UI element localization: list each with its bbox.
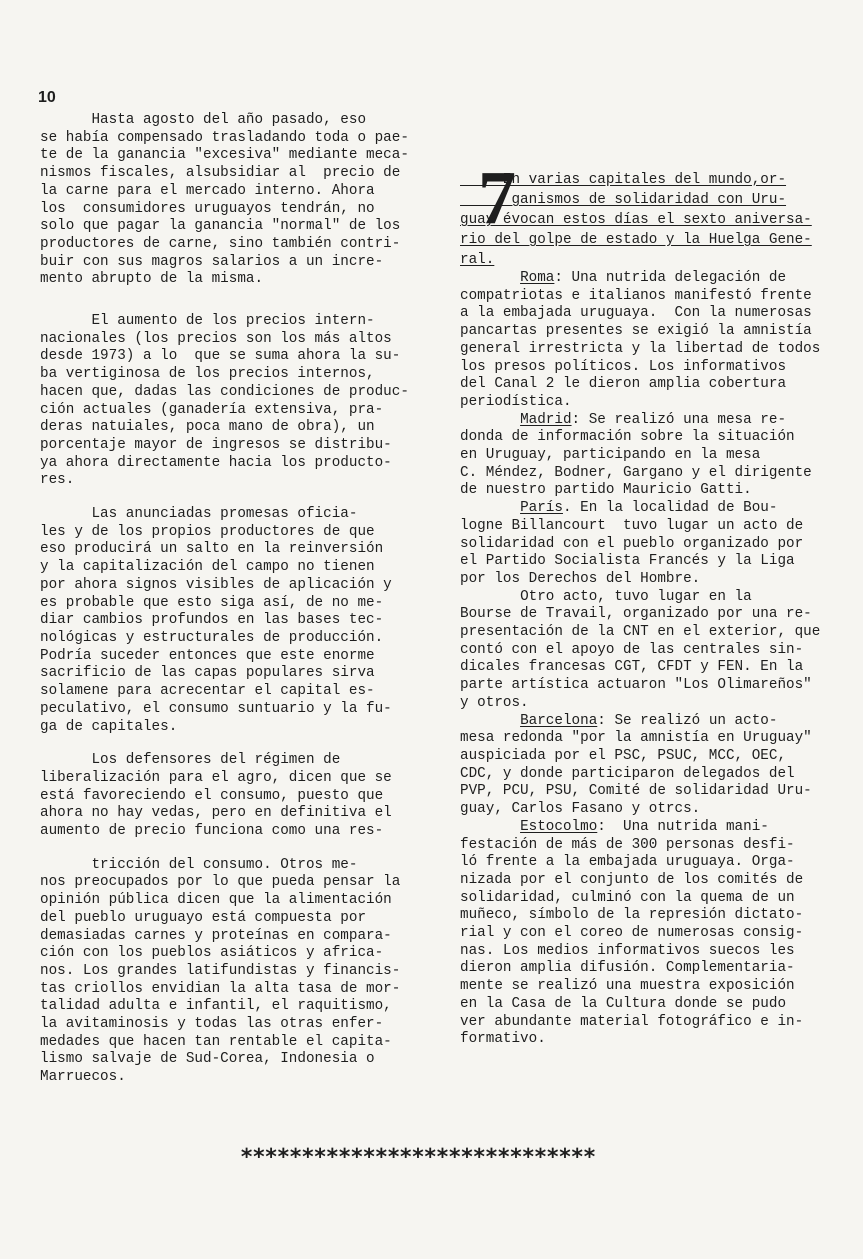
left-paragraph-5: tricción del consumo. Otros me- nos preocupados por lo que pueda pensar la opinión pública dicen que la alimentación del pueblo uruguayo está compuesta por demasiadas carnes y proteínas en compara- ción con los pueblos asiáticos y africa- nos. Los grandes latifundistas y financis- tas criollos envidian la alta tasa de mor- talidad adulta e infantil, el raquitismo, la avitaminosis y todas las otras enfer- medades que hacen tan rentable el capita- lismo salvaje de Sud-Corea, Indonesia o Marruecos. (40, 856, 401, 1086)
right-paragraphs (460, 270, 820, 1049)
city-label: Barcelona (520, 712, 598, 729)
right-paragraph: París. En la localidad de Bou- logne Billancourt tuvo lugar un acto de solidaridad con el pueblo organizado por el Partido Socialista Francés y la Liga por los Derechos del Hombre. (460, 500, 804, 587)
right-paragraph: Estocolmo: Una nutrida mani- festación de más de 300 personas desfi- ló frente a la embajada uruguaya. Orga- nizada por el conjunto de los comités de solidaridad, culminó con la quema de un muñeco, símbolo de la represión dictato- rial y con el coreo de numerosas consig- nas. Los medios informativos suecos les dieron amplia difusión. Complementaria- mente se realizó una muestra exposición en la Casa de la Cultura donde se pudo ver abundante material fotográfico e in- formativo. (460, 818, 804, 1048)
left-paragraph-4: Los defensores del régimen de liberalización para el agro, dicen que se está favoreciendo el consumo, puesto que ahora no hay vedas, pero en definitiva el aumento de precio funciona como una res- (40, 752, 392, 840)
right-paragraph: Barcelona: Se realizó un acto- mesa redonda "por la amnistía en Uruguay" auspiciada por el PSC, PSUC, MCC, OEC, CDC, y donde participaron delegados del PVP, PCU, PSU, Comité de solidaridad Uru- guay, Carlos Fasano y otrcs. (460, 712, 812, 818)
right-paragraph: Madrid: Se realizó una mesa re- donda de información sobre la situación en Uruguay, participando en la mesa C. Méndez, Bodner, Gargano y el dirigente de nuestro partido Mauricio Gatti. (460, 411, 812, 499)
city-label: Madrid (520, 411, 572, 428)
right-column (460, 170, 820, 1049)
left-paragraph-1: Hasta agosto del año pasado, eso se había compensado trasladando toda o pae- te de la ganancia "excesiva" mediante meca- nismos fiscales, alsubsidiar al precio de la carne para el mercado interno. Ahora los consumidores uruguayos tendrán, no solo que pagar la ganancia "normal" de los productores de carne, sino también contri- buir con sus magros salarios a un incre- mento abrupto de la misma. (40, 112, 409, 288)
right-paragraph: Otro acto, tuvo lugar en la Bourse de Travail, organizado por una re- presentación de la CNT en el exterior, que contó con el apoyo de las centrales sin- dicales francesas CGT, CFDT y FEN. En la parte artística actuaron "Los Olimareños" y otros. (460, 588, 821, 711)
big-numeral: 7 (478, 156, 516, 240)
right-paragraph: Roma: Una nutrida delegación de compatriotas e italianos manifestó frente a la embajada uruguaya. Con la numerosas pancartas presentes se exigió la amnistía general irrestricta y la libertad de todos los presos políticos. Los informativos del Canal 2 le dieron amplia cobertura periodística. (460, 270, 821, 410)
city-label: Roma (520, 270, 555, 286)
city-label: París (520, 500, 563, 517)
page-number: 10 (38, 89, 56, 106)
right-headline: En varias capitales del mundo,or- ganismos de solidaridad con Uru- guay évocan estos días el sexto aniversa- rio del golpe de estado y la Huelga Gene- ral. (460, 172, 812, 268)
left-paragraph-3: Las anunciadas promesas oficia- les y de los propios productores de que eso producirá un salto en la reinversión y la capitalización del campo no tienen por ahora signos visibles de aplicación y es probable que esto siga así, de no me- diar cambios profundos en las bases tec- nológicas y estructurales de producción. Podría suceder entonces que este enorme sacrificio de las capas populares sirva solamene para acrecentar el capital es- peculativo, el consumo suntuario y la fu- ga de capitales. (40, 506, 392, 735)
footer-separator: ***************************** (240, 1145, 596, 1170)
city-label: Estocolmo (520, 818, 598, 835)
left-paragraph-2: El aumento de los precios intern- nacionales (los precios son los más altos desde 1973) a lo que se suma ahora la su- ba vertiginosa de los precios internos, hacen que, dadas las condiciones de produc- ción actuales (ganadería extensiva, pra- deras natuiales, poca mano de obra), un porcentaje mayor de ingresos se distribu- ya ahora directamente hacia los producto- res. (40, 313, 409, 489)
left-column (40, 112, 412, 1087)
